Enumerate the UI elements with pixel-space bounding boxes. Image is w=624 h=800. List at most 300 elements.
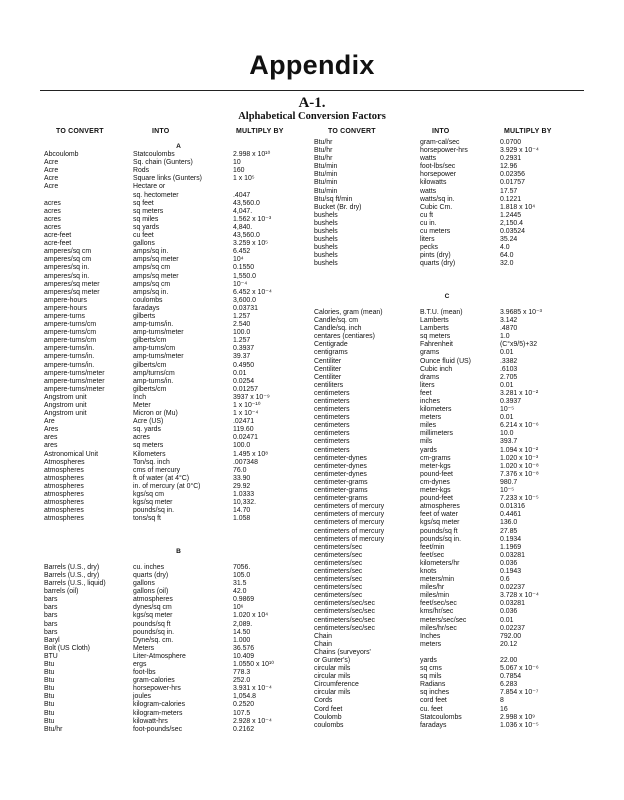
table-row	[314, 487, 580, 495]
to-convert-cell: or Gunter's)	[314, 657, 351, 664]
multiply-by-cell: 0.2162	[233, 725, 255, 733]
into-cell: knots	[420, 567, 437, 575]
into-cell: sq inches	[420, 689, 450, 697]
table-row	[314, 204, 580, 212]
into-cell: amps/sq in.	[133, 288, 169, 296]
into-cell: horsepower	[420, 171, 457, 179]
into-cell: Fahrenheit	[420, 341, 453, 349]
table-row	[44, 596, 313, 604]
multiply-by-cell: 22.00	[500, 657, 518, 664]
table-row	[44, 580, 313, 588]
to-convert-cell: ampere-turns/cm	[44, 337, 97, 345]
into-cell: Cubic inch	[420, 365, 453, 373]
table-row	[44, 264, 313, 272]
into-cell: Lamberts	[420, 325, 449, 333]
to-convert-cell: centimeters	[314, 438, 350, 446]
multiply-by-cell: 778.3	[233, 669, 251, 677]
to-convert-cell: Coulomb	[314, 713, 342, 721]
table-row	[314, 252, 580, 260]
multiply-by-cell: 0.1934	[500, 535, 522, 543]
table-row	[314, 171, 580, 179]
multiply-by-cell: 3.728 x 10⁻⁴	[500, 592, 539, 600]
into-cell: cu ft	[420, 211, 434, 219]
to-convert-cell: Btu	[44, 661, 55, 668]
table-row	[314, 471, 580, 479]
to-convert-cell: amperes/sq cm	[44, 248, 92, 256]
to-convert-cell: centigrams	[314, 349, 348, 357]
multiply-by-cell: 3.281 x 10⁻²	[500, 389, 539, 397]
table-row	[44, 402, 313, 410]
multiply-by-cell: 0.01	[233, 369, 247, 377]
to-convert-cell: atmospheres	[44, 474, 84, 482]
multiply-by-cell: 0.7854	[500, 673, 522, 681]
into-cell: gilberts/cm	[133, 361, 167, 369]
table-row	[314, 641, 580, 649]
to-convert-cell: acres	[44, 207, 61, 215]
to-convert-cell: centimeters/sec	[314, 584, 363, 592]
table-row	[44, 216, 313, 224]
table-row	[44, 604, 313, 612]
table-row	[314, 163, 580, 171]
into-cell: ft of water (at 4°C)	[133, 474, 189, 482]
table-row	[44, 297, 313, 305]
into-cell: pound-feet	[420, 470, 453, 478]
table-row	[44, 345, 313, 353]
to-convert-cell: Abcoulomb	[44, 151, 79, 159]
table-row	[44, 167, 313, 175]
table-row	[314, 390, 580, 398]
into-cell: liters	[420, 236, 435, 244]
table-row	[314, 188, 580, 196]
multiply-by-cell: 0.1943	[500, 567, 522, 575]
to-convert-cell: Centiliter	[314, 365, 342, 373]
to-convert-cell: bushels	[314, 260, 338, 268]
multiply-by-cell: 1,054.8	[233, 693, 256, 701]
to-convert-cell: bushels	[314, 228, 338, 236]
multiply-by-cell: 100.0	[233, 442, 251, 450]
to-convert-cell: Are	[44, 418, 55, 426]
into-cell: sq meters	[133, 442, 164, 450]
into-cell: pounds/sq in.	[133, 628, 174, 636]
multiply-by-cell: 0.01757	[500, 179, 525, 187]
into-cell: horsepower-hrs	[420, 147, 468, 155]
into-cell: acres	[133, 434, 150, 442]
into-cell: sq. yards	[133, 426, 161, 434]
table-row	[314, 139, 580, 147]
into-cell: cord feet	[420, 697, 447, 705]
multiply-by-cell: 33.90	[233, 474, 251, 482]
into-cell: foot-lbs/sec	[420, 163, 456, 171]
to-convert-cell: Acre	[44, 183, 59, 191]
to-convert-cell: centimeter-dynes	[314, 454, 367, 462]
into-cell: amp/turns/cm	[133, 369, 175, 377]
table-row	[314, 422, 580, 430]
multiply-by-cell: 1.257	[233, 312, 251, 320]
into-cell: yards	[420, 446, 437, 454]
to-convert-cell: coulombs	[314, 721, 344, 729]
to-convert-cell: bars	[44, 596, 58, 604]
to-convert-cell: Btu	[44, 717, 55, 725]
multiply-by-cell: 0.036	[500, 608, 518, 616]
table-row	[44, 564, 313, 572]
into-cell: feet/sec	[420, 551, 445, 559]
multiply-by-cell: 64.0	[500, 252, 514, 260]
into-cell: meters/min	[420, 576, 455, 584]
into-cell: amps/sq cm	[133, 264, 171, 272]
table-row	[314, 617, 580, 625]
table-row	[314, 600, 580, 608]
multiply-by-cell: 14.70	[233, 507, 251, 515]
to-convert-cell: ampere-hours	[44, 296, 87, 304]
multiply-by-cell: 10⁻⁵	[500, 406, 515, 414]
table-row	[44, 321, 313, 329]
table-row	[44, 434, 313, 442]
right-header-into: INTO	[432, 128, 450, 135]
multiply-by-cell: 0.1550	[233, 264, 255, 272]
to-convert-cell: amperes/sq meter	[44, 288, 100, 296]
into-cell: meter-kgs	[420, 487, 451, 495]
multiply-by-cell: 1.818 x 10⁴	[500, 203, 536, 211]
to-convert-cell: centimeters/sec	[314, 592, 363, 600]
table-row	[44, 418, 313, 426]
left-header-to-convert: TO CONVERT	[56, 128, 104, 135]
table-row	[314, 463, 580, 471]
to-convert-cell: circular mils	[314, 689, 351, 697]
table-row	[314, 697, 580, 705]
to-convert-cell: centimeters	[314, 430, 350, 438]
multiply-by-cell: 100.0	[233, 329, 251, 337]
into-cell: meters/sec/sec	[420, 616, 467, 624]
to-convert-cell: Btu	[44, 677, 55, 685]
multiply-by-cell: 1.0333	[233, 491, 255, 499]
to-convert-cell: ampere-turns/meter	[44, 377, 105, 385]
table-row	[44, 329, 313, 337]
to-convert-cell: centimeters/sec	[314, 551, 363, 559]
to-convert-cell: centimeters	[314, 422, 350, 430]
to-convert-cell: atmospheres	[44, 482, 84, 490]
multiply-by-cell: 7056.	[233, 563, 251, 571]
into-cell: pints (dry)	[420, 252, 451, 260]
multiply-by-cell: 35.24	[500, 236, 518, 244]
into-cell: meters	[420, 640, 442, 648]
to-convert-cell: bushels	[314, 236, 338, 244]
to-convert-cell: Btu	[44, 685, 55, 693]
multiply-by-cell: 1.036 x 10⁻⁵	[500, 721, 539, 729]
table-row	[314, 519, 580, 527]
table-row	[44, 507, 313, 515]
to-convert-cell: Acre	[44, 167, 59, 175]
multiply-by-cell: 0.01	[500, 349, 514, 357]
table-row	[44, 337, 313, 345]
to-convert-cell: Btu/sq ft/min	[314, 195, 353, 203]
to-convert-cell: Angstrom unit	[44, 402, 87, 409]
into-cell: cu in.	[420, 219, 437, 227]
into-cell: amps/sq meter	[133, 256, 179, 264]
multiply-by-cell: 0.0700	[500, 139, 522, 146]
into-cell: amps/sq meter	[133, 272, 179, 280]
table-row	[314, 406, 580, 414]
table-row	[44, 200, 313, 208]
multiply-by-cell: 0.6	[500, 576, 510, 584]
multiply-by-cell: 0.02237	[500, 584, 525, 592]
table-row	[314, 689, 580, 697]
multiply-by-cell: 0.03731	[233, 304, 258, 312]
into-cell: Square links (Gunters)	[133, 175, 202, 183]
multiply-by-cell: 0.3937	[500, 398, 522, 405]
multiply-by-cell: 1.257	[233, 337, 251, 345]
into-cell: kgs/sq cm	[133, 491, 165, 499]
into-cell: gram-cal/sec	[420, 139, 460, 146]
table-row	[314, 576, 580, 584]
to-convert-cell: Chains (surveyors'	[314, 648, 371, 656]
to-convert-cell: Btu/hr	[314, 147, 333, 155]
to-convert-cell: Cords	[314, 697, 333, 705]
multiply-by-cell: 31.5	[233, 580, 247, 588]
to-convert-cell: amperes/sq cm	[44, 256, 92, 264]
into-cell: faradays	[420, 721, 447, 729]
into-cell: gram-calories	[133, 677, 175, 685]
table-row	[44, 726, 313, 734]
multiply-by-cell: 107.5	[233, 709, 251, 717]
table-row	[44, 313, 313, 321]
to-convert-cell: BTU	[44, 652, 58, 660]
into-cell: gilberts/cm	[133, 385, 167, 393]
to-convert-cell: Atmospheres	[44, 458, 85, 466]
into-cell: kilowatt-hrs	[133, 717, 168, 725]
table-row	[44, 175, 313, 183]
table-row	[314, 438, 580, 446]
multiply-by-cell: 0.01257	[233, 385, 258, 393]
table-row	[314, 511, 580, 519]
to-convert-cell: Btu/min	[314, 171, 338, 179]
multiply-by-cell: 4,840.	[233, 223, 253, 231]
table-row	[44, 410, 313, 418]
to-convert-cell: Cord feet	[314, 705, 343, 713]
multiply-by-cell: 43,560.0	[233, 232, 260, 240]
into-cell: gallons (oil)	[133, 588, 169, 596]
spacer	[44, 523, 313, 531]
into-cell: amps/sq in.	[133, 248, 169, 256]
multiply-by-cell: 1.495 x 10⁸	[233, 450, 269, 458]
table-row	[314, 447, 580, 455]
multiply-by-cell: 0.01	[500, 414, 514, 422]
table-row	[314, 341, 580, 349]
table-row	[314, 244, 580, 252]
table-row	[44, 451, 313, 459]
table-row	[314, 681, 580, 689]
to-convert-cell: ares	[44, 442, 58, 450]
to-convert-cell: centimeters/sec/sec	[314, 600, 375, 608]
to-convert-cell: ampere-hours	[44, 304, 87, 312]
into-cell: amps/sq cm	[133, 280, 171, 288]
to-convert-cell: acres	[44, 199, 61, 207]
to-convert-cell: ampere-turns/meter	[44, 369, 105, 377]
into-cell: pound-feet	[420, 495, 453, 503]
into-cell: in. of mercury (at 0°C)	[133, 482, 201, 490]
to-convert-cell: Candle/sq. cm	[314, 317, 359, 325]
into-cell: feet	[420, 389, 432, 397]
to-convert-cell: Calories, gram (mean)	[314, 308, 383, 316]
table-row	[44, 459, 313, 467]
to-convert-cell: Angstrom unit	[44, 393, 87, 401]
multiply-by-cell: 76.0	[233, 466, 247, 474]
spacer	[314, 269, 580, 277]
table-row	[44, 159, 313, 167]
table-row	[44, 192, 313, 200]
table-row	[44, 621, 313, 629]
spacer	[314, 301, 580, 309]
to-convert-cell: centimeters/sec/sec	[314, 624, 375, 632]
table-row	[44, 629, 313, 637]
multiply-by-cell: 2,150.4	[500, 219, 523, 227]
to-convert-cell: bushels	[314, 219, 338, 227]
multiply-by-cell: 0.01316	[500, 503, 525, 511]
multiply-by-cell: 1.0	[500, 333, 510, 341]
spacer	[44, 540, 313, 548]
to-convert-cell: Barrels (U.S., dry)	[44, 563, 100, 571]
multiply-by-cell: 0.01	[500, 616, 514, 624]
table-row	[314, 479, 580, 487]
table-row	[44, 701, 313, 709]
table-row	[44, 645, 313, 653]
multiply-by-cell: 1.562 x 10⁻³	[233, 215, 272, 223]
multiply-by-cell: 0.02237	[500, 624, 525, 632]
table-row	[314, 236, 580, 244]
into-cell: watts	[420, 155, 437, 163]
multiply-by-cell: .007348	[233, 458, 258, 466]
into-cell: foot-pounds/sec	[133, 725, 183, 733]
multiply-by-cell: 3937 x 10⁻⁹	[233, 393, 270, 401]
spacer	[314, 277, 580, 285]
into-cell: Ounce fluid (US)	[420, 357, 471, 365]
to-convert-cell: ampere-turns	[44, 312, 85, 320]
table-row	[314, 317, 580, 325]
spacer	[44, 532, 313, 540]
to-convert-cell: Btu	[44, 701, 55, 709]
to-convert-cell: circular mils	[314, 673, 351, 681]
into-cell: yards	[420, 657, 437, 664]
to-convert-cell: barrels (oil)	[44, 588, 79, 596]
table-row	[314, 455, 580, 463]
multiply-by-cell: 1.094 x 10⁻²	[500, 446, 539, 454]
into-cell: kgs/sq meter	[420, 519, 460, 527]
multiply-by-cell: 136.0	[500, 519, 518, 527]
multiply-by-cell: 1 x 10⁵	[233, 175, 255, 183]
multiply-by-cell: 0.036	[500, 559, 518, 567]
to-convert-cell: centimeters/sec/sec	[314, 616, 375, 624]
to-convert-cell: centimeter-grams	[314, 478, 368, 486]
into-cell: Statcoulombs	[420, 713, 462, 721]
table-row	[44, 151, 313, 159]
into-cell: atmospheres	[133, 596, 173, 604]
table-row	[44, 475, 313, 483]
table-row	[44, 718, 313, 726]
table-row	[314, 657, 580, 665]
multiply-by-cell: 119.60	[233, 426, 254, 434]
into-cell: foot-lbs	[133, 669, 156, 677]
to-convert-cell: centimeters	[314, 406, 350, 414]
into-cell: miles/hr/sec	[420, 624, 457, 632]
into-cell: inches	[420, 398, 440, 405]
multiply-by-cell: 16	[500, 705, 508, 713]
into-cell: amp-turns/cm	[133, 345, 176, 353]
multiply-by-cell: 0.03524	[500, 228, 525, 236]
into-cell: cu meters	[420, 228, 451, 236]
to-convert-cell: Centigrade	[314, 341, 348, 349]
into-cell: Rods	[133, 167, 150, 175]
multiply-by-cell: 0.4950	[233, 361, 255, 369]
to-convert-cell: Btu/hr	[314, 155, 333, 163]
multiply-by-cell	[233, 183, 313, 191]
to-convert-cell: Circumference	[314, 681, 359, 689]
table-row	[44, 281, 313, 289]
table-row	[314, 196, 580, 204]
to-convert-cell: centimeters	[314, 446, 350, 454]
table-row	[44, 370, 313, 378]
into-cell: sq meters	[133, 207, 164, 215]
to-convert-cell: Barrels (U.S., liquid)	[44, 580, 106, 588]
into-cell: sq yards	[133, 223, 160, 231]
multiply-by-cell: 1 x 10⁻⁴	[233, 410, 259, 418]
to-convert-cell: centiliters	[314, 381, 344, 389]
into-cell: Acre (US)	[133, 418, 164, 426]
table-row	[44, 256, 313, 264]
to-convert-cell: centimeters	[314, 389, 350, 397]
into-cell: miles/hr	[420, 584, 445, 592]
multiply-by-cell: 792.00	[500, 632, 522, 640]
into-cell: feet/min	[420, 543, 445, 551]
table-row	[44, 693, 313, 701]
into-cell: atmospheres	[420, 503, 460, 511]
into-cell: amp-turns/in.	[133, 377, 174, 385]
to-convert-cell: centimeters of mercury	[314, 503, 385, 511]
into-cell: watts	[420, 187, 437, 195]
into-cell: gilberts	[133, 312, 156, 320]
right-header-multiply-by: MULTIPLY BY	[504, 128, 552, 135]
table-title: Alphabetical Conversion Factors	[238, 111, 386, 122]
into-cell: faradays	[133, 304, 160, 312]
multiply-by-cell: 1.0550 x 10¹⁰	[233, 661, 275, 668]
multiply-by-cell: 3.929 x 10⁻⁴	[500, 147, 539, 155]
into-cell: Ton/sq. inch	[133, 458, 170, 466]
multiply-by-cell: 4.0	[500, 244, 510, 252]
table-row	[44, 685, 313, 693]
table-row	[44, 248, 313, 256]
to-convert-cell: acres	[44, 223, 61, 231]
to-convert-cell: bars	[44, 612, 58, 620]
into-cell: Liter-Atmosphere	[133, 652, 186, 660]
into-cell: gallons	[133, 580, 155, 588]
into-cell: cu feet	[133, 232, 154, 240]
to-convert-cell: Bolt (US Cloth)	[44, 644, 90, 652]
into-cell: kgs/sq meter	[133, 612, 173, 620]
table-row	[44, 378, 313, 386]
table-row	[314, 309, 580, 317]
multiply-by-cell: 393.7	[500, 438, 518, 446]
table-row	[314, 503, 580, 511]
table-row	[44, 208, 313, 216]
multiply-by-cell: 0.01	[500, 381, 514, 389]
multiply-by-cell: 6.283	[500, 681, 518, 689]
into-cell: cm-dynes	[420, 478, 450, 486]
table-row	[44, 426, 313, 434]
multiply-by-cell: 12.96	[500, 163, 518, 171]
to-convert-cell: centimeters/sec	[314, 567, 363, 575]
to-convert-cell: bars	[44, 620, 58, 628]
left-column	[44, 143, 313, 734]
section-letter: B	[176, 547, 181, 555]
into-cell: miles	[420, 422, 437, 430]
